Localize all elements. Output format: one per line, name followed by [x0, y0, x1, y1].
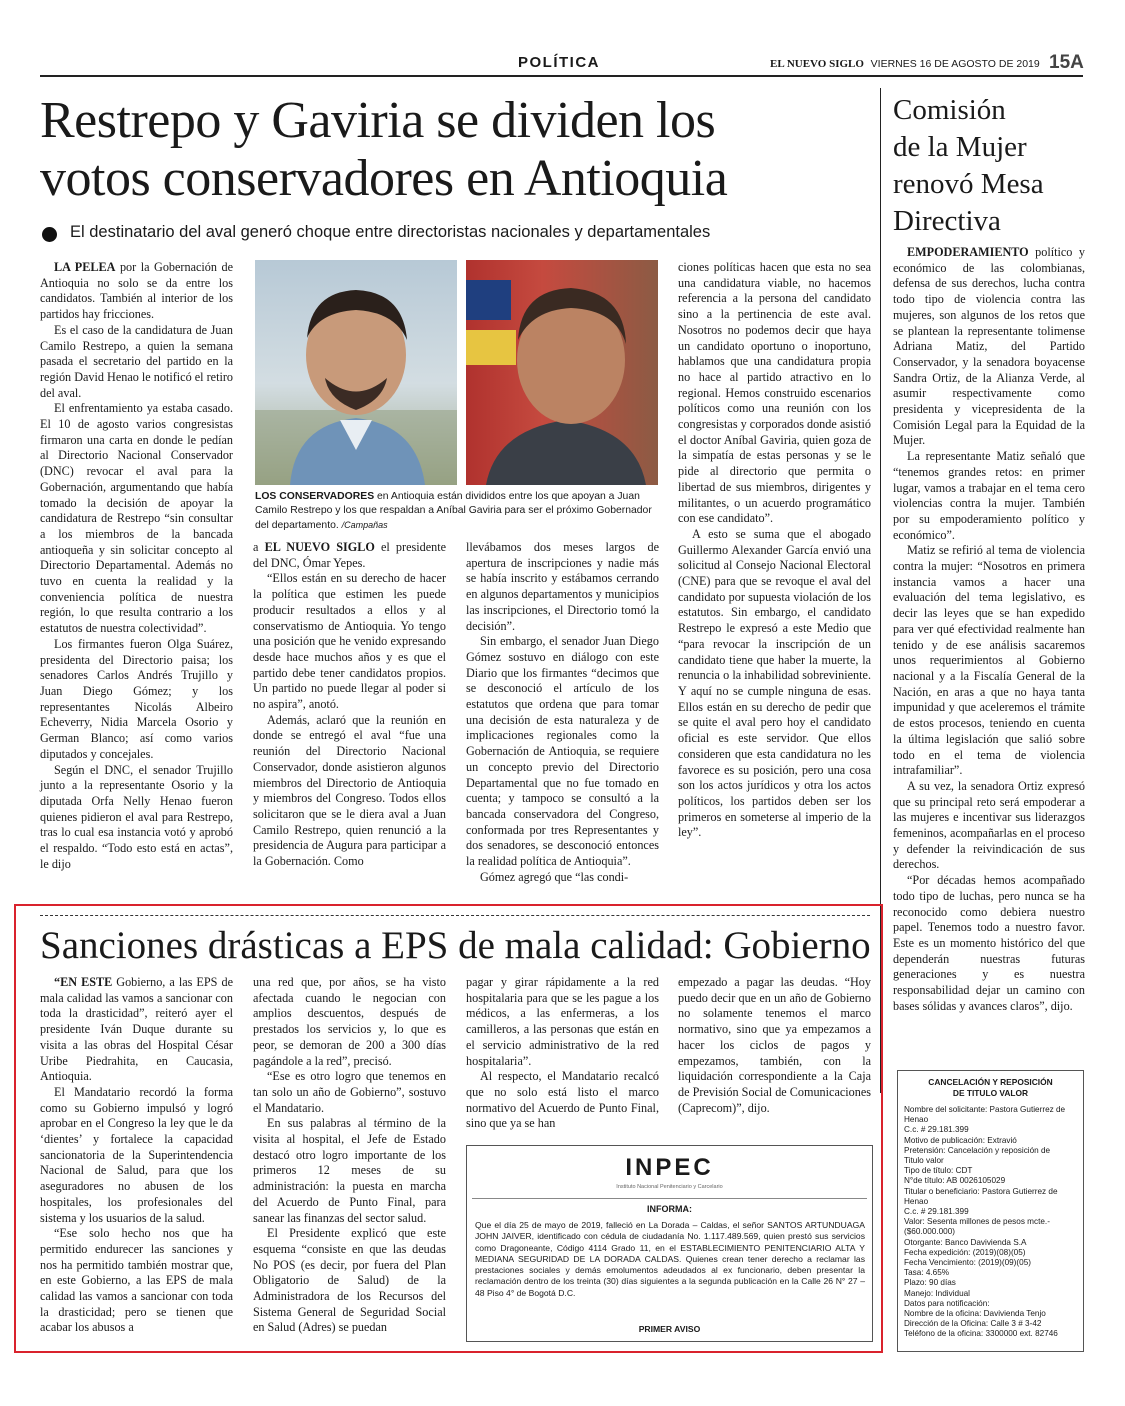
notice-line: Datos para notificación: [904, 1298, 990, 1308]
side-headline-line: de la Mujer [893, 131, 1027, 163]
page-number: 15A [1049, 52, 1084, 73]
notice-line: Plazo: 90 días [904, 1278, 956, 1288]
notice-line: Motivo de publicación: Extravió [904, 1135, 1017, 1145]
notice-line: Otorgante: Banco Davivienda S.A [904, 1237, 1027, 1247]
eps-col-3 [466, 975, 659, 1132]
paragraph [253, 975, 446, 1069]
paragraph [678, 975, 871, 1116]
side-col [893, 245, 1085, 1014]
paragraph-text: Sin embargo, el senador Juan Diego Gómez sostuvo en diálogo con este Diario que los firmantes “decimos que se desconoció el artículo de los estatutos que ordena que para tomar una decisión de esta naturaleza y de implicaciones regionales como la Gobernación de Antioquia, se requiere un concepto previo del Directorio Departamental que no fue tomado en cuenta; y tampoco se consultó a la bancada conservadora del Congreso, conformada por tres Representantes y dos senadores, se desconoció entonces la realidad política de Antioquia”. [466, 634, 659, 869]
notice-line: Titular o beneficiario: Pastora Gutierrez de Henao [904, 1186, 1058, 1206]
notice-line: Fecha Vencimiento: (2019)(09)(05) [904, 1258, 1031, 1268]
photo-juan-camilo-restrepo [255, 260, 457, 485]
eps-headline: Sanciones drásticas a EPS de mala calidad: Gobierno [40, 924, 871, 967]
paragraph [40, 1226, 233, 1336]
paragraph [466, 975, 659, 1069]
paragraph [253, 1116, 446, 1226]
inpec-footer: PRIMER AVISO [638, 1324, 701, 1334]
paragraph [40, 763, 233, 873]
paragraph-lead: LA PELEA [54, 260, 116, 274]
paragraph-text: El enfrentamiento ya estaba casado. El 10 de agosto varios congresistas firmaron una carta en donde le pedían al Directorio Nacional Conservador (DNC) revocar el aval para la Gobernación, argumentando que había tomado la decisión de apoyar la candidatura de Restrepo “sin consultar a los miembros de la bancada antioqueña y sin solicitar concepto al Directorio Departamental. Además no tuvo en cuenta la realidad y la conveniencia política de nuestra región, lo que resulta contrario a los estatutos de nuestra colectividad”. [40, 401, 233, 636]
paragraph-text: ciones políticas hacen que esta no sea una candidatura viable, no hacemos referencia a la persona del candidato sino a la pertinencia de este aval. Nosotros no podemos decir que haya un candidato oportuno o inoportuno, hablamos que una candidatura propia no hace al partido atractivo en lo regional. Hemos construido escenarios políticos como una reunión con los congresistas y corporados donde asistió el doctor Aníbal Gaviria, quien goza de la simpatía de estas personas y se le pide al directorio que permita o libertad de sus miembros, dirigentes y militantes, o un acuerdo programático con ese candidato”. [678, 260, 871, 526]
main-col-1 [40, 260, 233, 872]
paragraph-text: En sus palabras al término de la visita al hospital, el Jefe de Estado destacó otro logro importante de los primeros 12 meses de su administración: la puesta en marcha del Acuerdo de Punto Final, para sanear las finanzas del sector salud. [253, 1116, 446, 1225]
paragraph-text: llevábamos dos meses largos de apertura de inscripciones y nadie más se había inscrito y estábamos cerrando en algunos departamentos y municipios las inscripciones, el Directorio tomó la decisión”. [466, 540, 659, 633]
notice-title [898, 1077, 1083, 1099]
notice-title-line2: DE TITULO VALOR [952, 1088, 1029, 1098]
notice-line: Nombre del solicitante: Pastora Gutierrez de Henao [904, 1105, 1066, 1125]
paragraph [40, 637, 233, 763]
paragraph-text: Además, aclaró que la reunión en donde se entregó el aval “fue una reunión del Directorio Nacional Conservador, donde asistieron algunos miembros del Directorio de Antioquia y miembros del Congreso. Todos ellos solicitaron que se le diera aval a Juan Camilo Restrepo, quien renunció a la presidencia de Augura para participar a la Gobernación. Como [253, 712, 446, 869]
paragraph [893, 873, 1085, 1014]
main-headline-line1: Restrepo y Gaviria se dividen los [40, 92, 716, 149]
paragraph-text: Gómez agregó que “las condi- [480, 869, 629, 884]
header-rule [40, 75, 1083, 77]
paragraph [466, 1069, 659, 1132]
paragraph [466, 634, 659, 870]
paragraph [253, 713, 446, 870]
paragraph-text: Según el DNC, el senador Trujillo junto a la representante Osorio y la diputada Orfa Nelly Henao fueron quienes pidieron el aval para Restrepo, tras lo cual esa instancia votó y aprobó el respaldo. “Todo esto está en actas”, le dijo [40, 762, 233, 871]
notice-line: Manejo: Individual [904, 1288, 970, 1298]
paragraph-lead: EMPODERAMIENTO [907, 245, 1029, 259]
paragraph-text: por la Gobernación de Antioquia no solo se da entre los candidatos. También al interior de los partidos hay fricciones. [40, 260, 233, 322]
paragraph [40, 401, 233, 637]
inpec-ad [466, 1145, 873, 1342]
caption-lead: LOS CONSERVADORES [255, 491, 375, 502]
paragraph-text: pagar y girar rápidamente a la red hospitalaria para que se les pague a los médicos, a las enfermeras, a los camilleros, a las personas que están en el servicio administrativo de la red hospitalaria”. [466, 975, 659, 1068]
caption-text: en Antioquia están divididos entre los que apoyan a Juan Camilo Restrepo y los que respaldan a Aníbal Gaviria para ser el próximo Gobernador del departamento. [255, 491, 652, 531]
paragraph-text: “Ese solo hecho nos que ha permitido endurecer las sanciones y nos ha permitido también mostrar que, en este Gobierno, a las EPS de mala calidad las vamos a sancionar con toda la drasticidad; pero se tienen que acabar los abusos a [40, 1226, 233, 1335]
paragraph-text: La representante Matiz señaló que “tenemos grandes retos: en primer lugar, vamos a trabajar en el tema cero violencias contra la mujer. También por su empoderamiento político y económico”. [893, 449, 1085, 542]
notice-line: Tasa: 4.65% [904, 1268, 950, 1278]
paragraph [678, 527, 871, 841]
paragraph [40, 975, 233, 1085]
paragraph-lead: “EN ESTE [54, 975, 113, 989]
notice-line: Valor: Sesenta millones de pesos mcte.- [904, 1217, 1050, 1227]
main-col-2 [253, 540, 446, 870]
paragraph [40, 1085, 233, 1226]
notice-line: Pretensión: Cancelación y reposición de [904, 1145, 1051, 1155]
side-headline [893, 92, 1083, 240]
inpec-body: Que el día 25 de mayo de 2019, falleció en La Dorada – Caldas, el señor SANTOS ARTUNDUAGA JOHN JAIVER, identificado con cédula de ciudadanía No. 1.117.489.569, quien prestó sus servicios como Dragoneante, Código 4114 Grado 11, en el ESTABLECIMIENTO PENITENCIARIO ALTA Y MEDIANA SEGURIDAD DE LA DORADA CALDAS. Quienes crean tener derecho a reclamar las prestaciones sociales y demás emolumentos adeudados al ex funcionario, deben presentar la reclamación dentro de los treinta (30) días siguientes a la segunda publicación en la Calle 26 N° 27 – 48 Piso 4° de Bogotá D.C. [475, 1220, 865, 1298]
notice-line: C.c. # 29.181.399 [904, 1207, 969, 1217]
photo-caption [255, 490, 660, 533]
photo-anibal-gaviria [466, 260, 658, 485]
paragraph-text: a EL NUEVO SIGLO el presidente del DNC, Ómar Yepes. [253, 540, 446, 570]
paragraph-text: Los firmantes fueron Olga Suárez, presidenta del Directorio paisa; los senadores Carlos Andrés Trujillo y Juan Diego Gómez; y los representantes Nicolás Albeiro Echeverry, Nidia Marcela Osorio y German Blanco; así como varios diputados y concejales. [40, 636, 233, 761]
paragraph-text: Gobierno, a las EPS de mala calidad las vamos a sancionar con toda la drasticidad”, reiteró ayer el presidente Iván Duque durante su visita a las obras del Hospital César Uribe Piedrahita, en Caucasia, Antioquia. [40, 975, 233, 1084]
paragraph [253, 1226, 446, 1336]
notice-lines [904, 1105, 1080, 1340]
inpec-logo: INPEC [625, 1154, 714, 1181]
main-col-3 [466, 540, 659, 885]
main-headline [40, 92, 870, 208]
eps-dashed-rule [40, 915, 870, 916]
notice-line: Tipo de título: CDT [904, 1166, 973, 1176]
paragraph-text: El Mandatario recordó la forma como su Gobierno impulsó y logró aprobar en el Congreso la ley que le da ‘dientes’ y fortalece la capacidad sancionatoria de la Superintendencia Nacional de Salud, para que los aseguradores no abusen de los hospitales, los profesionales del sistema y los usuarios de la salud. [40, 1084, 233, 1225]
notice-line: Fecha expedición: (2019)(08)(05) [904, 1247, 1026, 1257]
paragraph [466, 540, 659, 634]
photo-credit: /Campañas [341, 520, 388, 530]
notice-line: Nombre de la oficina: Davivienda Tenjo [904, 1309, 1046, 1319]
paragraph-text: Es el caso de la candidatura de Juan Camilo Restrepo, a quien la semana pasada el secretario del partido en la región David Henao le notificó el retiro del aval. [40, 322, 233, 400]
main-headline-line2: votos conservadores en Antioquia [40, 150, 728, 207]
paragraph-text: Al respecto, el Mandatario recalcó que no solo está listo el marco normativo del Acuerdo de Punto Final, sino que ya se han [466, 1069, 659, 1131]
inpec-rule [472, 1198, 867, 1199]
paragraph-text: empezado a pagar las deudas. “Hoy puedo decir que en un año de Gobierno no solamente tenemos el marco normativo, sino que ya empezamos a hacer los ciclos de pagos y empezamos, también, con la liquidación correspondiente a la Caja de Previsión Social de Comunicaciones (Caprecom)”, dijo. [678, 975, 871, 1115]
main-col-4 [678, 260, 871, 841]
paper-name: EL NUEVO SIGLO [770, 58, 864, 70]
eps-col-4 [678, 975, 871, 1116]
paragraph [893, 449, 1085, 543]
paragraph-text: A su vez, la senadora Ortiz expresó que su principal reto será empoderar a las mujeres e incentivar sus liderazgos femeninos, acompañarlas en el proceso y defender la reivindicación de sus derechos. [893, 778, 1085, 872]
eps-col-1 [40, 975, 233, 1336]
side-headline-line: renovó Mesa [893, 168, 1044, 200]
notice-line: Teléfono de la oficina: 3300000 ext. 82746 [904, 1329, 1058, 1339]
notice-line: Titulo valor [904, 1156, 944, 1166]
paragraph [40, 323, 233, 402]
paragraph [678, 260, 871, 527]
date-line: VIERNES 16 DE AGOSTO DE 2019 [870, 58, 1040, 70]
notice-line: ($60.000.000) [904, 1227, 955, 1237]
paragraph [893, 543, 1085, 779]
paragraph-text: A esto se suma que el abogado Guillermo Alexander García envió una solicitud al Consejo Nacional Electoral (CNE) para que se revoque el aval del candidato por supuesta violación de los estatutos. Sin embargo, el candidato Restrepo le expresó a este Medio que “para revocar la inscripción de un candidato tiene que haber la muerte, la renuncia o la inhabilidad sobreviniente. Y aquí no se cumple ninguna de esas. Ellos están en su derecho de pedir que se quite el aval pero hoy el candidato oficial es este servidor. Que ellos consideren que esta candidatura no les favorece es su posición, pero una cosa son los actos jurídicos y otra los actos políticos, los partidos deben ser los primeros en someterse al imperio de la ley”. [678, 526, 871, 840]
paragraph-text: una red que, por años, se ha visto afectada cuando le negocian con amplios descuentos, después de prestados los servicios y, lo que es peor, se demoran de 200 a 300 días pagándole a la red”, precisó. [253, 975, 446, 1068]
paragraph [253, 571, 446, 712]
paragraph [253, 1069, 446, 1116]
notice-line: C.c. # 29.181.399 [904, 1125, 969, 1135]
side-headline-line: Directiva [893, 205, 1001, 237]
paragraph [893, 779, 1085, 873]
notice-line: N°de título: AB 0026105029 [904, 1176, 1006, 1186]
paragraph [253, 540, 446, 571]
inpec-heading: INFORMA: [647, 1204, 692, 1214]
subtitle-text: El destinatario del aval generó choque entre directoristas nacionales y departamentales [70, 223, 711, 241]
notice-title-line1: CANCELACIÓN Y REPOSICIÓN [928, 1077, 1053, 1087]
masthead-line [770, 58, 1040, 70]
paragraph-text: “Por décadas hemos acompañado todo tipo de luchas, pero nunca se ha reconocido como debiera nuestro papel. Tenemos todo a nuestro favor. Este es un momento histórico del que dependerán nuestras futuras generaciones y es nuestra responsabilidad dejar un camino con bases sólidas y avances claros”, dijo. [893, 873, 1085, 1013]
paragraph-text: Matiz se refirió al tema de violencia contra la mujer: “Nosotros en primera instancia vamos a hacer una evaluación del tema legislativo, es decir las leyes que se han expedido para ver qué efectividad realmente han tenido y de ese análisis sacaremos unos requerimientos al Gobierno nacional y a la Fiscalía General de la Nación, en aras a que no haya tanta impunidad y que aceleremos el trámite de estos procesos, teniendo en cuenta la última legislación que salió sobre todo en el tema de violencia intrafamiliar”. [893, 543, 1085, 778]
paragraph [893, 245, 1085, 449]
paragraph [40, 260, 233, 323]
main-subtitle [42, 223, 872, 245]
notice-line: Dirección de la Oficina: Calle 3 # 3-42 [904, 1319, 1042, 1329]
eps-col-2 [253, 975, 446, 1336]
inpec-tagline: Instituto Nacional Penitenciario y Carcelario [616, 1184, 723, 1190]
paragraph-text: “Ellos están en su derecho de hacer la política que estimen les puede producir resultados a ellos y al conservatismo de Antioquia. Yo tengo una posición que he venido expresando desde hace muchos años y es que el partido debe tener candidatos propios. Un partido no puede llegar al poder si no aspira”, anotó. [253, 571, 446, 712]
side-headline-line: Comisión [893, 94, 1006, 126]
paragraph-text: El Presidente explicó que este esquema “consiste en que las deudas No POS (es decir, por fuera del Plan Obligatorio de Salud) de la Administradora de los Recursos del Sistema General de Seguridad Social en Salud (Adres) se puedan [253, 1226, 446, 1335]
cancelacion-notice [897, 1070, 1084, 1352]
bullet-icon [42, 227, 57, 242]
paragraph-text: político y económico de las colombianas, defensa de sus derechos, lucha contra todo tipo de violencia contra las mujeres, son algunos de los retos que se plantean la representante tolimense Adriana Matiz, del Partido Conservador, y la senadora boyacense Sandra Ortiz, de la Alianza Verde, al asumir respectivamente como presidenta y vicepresidenta de la Comisión Legal para la Equidad de la Mujer. [893, 245, 1085, 448]
paragraph-text: “Ese es otro logro que tenemos en tan solo un año de Gobierno”, sostuvo el Mandatario. [253, 1069, 446, 1115]
section-label: POLÍTICA [518, 54, 600, 71]
paragraph [466, 870, 659, 886]
